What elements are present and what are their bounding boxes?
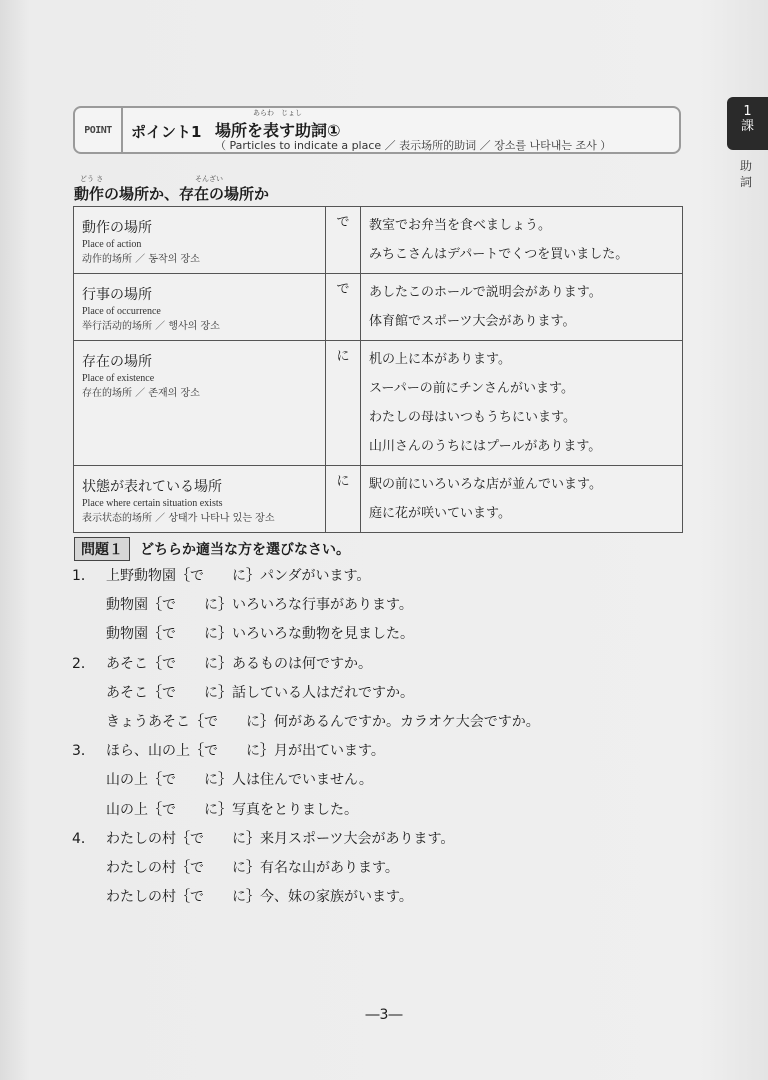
section-heading: 動作の場所か、存在の場所か [74, 185, 270, 203]
example-sentence: スーパーの前にチンさんがいます。 [369, 381, 575, 396]
chapter-tab [727, 97, 768, 150]
exercise-line-text: 山の上｛で に｝人は住んでいません。 [106, 772, 373, 789]
example-sentence: わたしの母はいつもうちにいます。 [369, 410, 576, 425]
exercise-line [72, 624, 414, 644]
exercise-line [72, 829, 454, 849]
heading-ruby-1: どう さ [80, 175, 104, 183]
exercise-line-text: わたしの村｛で に｝来月スポーツ大会があります。 [106, 830, 455, 847]
examples-cell [361, 207, 683, 274]
exercise-line-text: わたしの村｛で に｝今、妹の家族がいます。 [106, 889, 413, 906]
place-type-cn-kr: 举行活动的场所 ／ 행사의 장소 [82, 321, 220, 332]
point-number: ポイント1 [131, 123, 202, 141]
exercise-line [72, 770, 373, 790]
exercise-line-number: 2． [72, 655, 95, 672]
place-type-cell [74, 341, 326, 466]
place-type-cn-kr: 表示状态的场所 ／ 상태가 나타나 있는 장소 [82, 513, 275, 524]
example-sentence: 教室でお弁当を食べましょう。 [369, 218, 552, 233]
table-row [74, 207, 683, 274]
place-type-en: Place of occurrence [82, 306, 161, 317]
exercise-line [72, 566, 370, 586]
chapter-side-label: 助詞 [739, 159, 752, 189]
place-type-cell [74, 274, 326, 341]
particle-cell: に [326, 466, 361, 533]
exercise-line [72, 683, 414, 703]
exercise-line-text: ほら、山の上｛で に｝月が出ています。 [106, 743, 385, 760]
table-row [74, 341, 683, 466]
exercise-line-text: あそこ｛で に｝話している人はだれですか。 [106, 684, 414, 701]
examples-cell [361, 341, 683, 466]
place-type-cn-kr: 动作的场所 ／ 동작의 장소 [82, 254, 200, 265]
examples-cell [361, 466, 683, 533]
exercise-line-text: わたしの村｛で に｝有名な山があります。 [106, 860, 399, 876]
point-title: 場所を表す助詞① [215, 121, 341, 140]
place-type-cell [74, 207, 326, 274]
point-header [73, 106, 681, 154]
example-sentence: 駅の前にいろいろな店が並んでいます。 [369, 477, 602, 492]
exercise-badge: 問題１ [74, 537, 130, 561]
exercise-line [72, 887, 413, 907]
example-sentence: 庭に花が咲いています。 [369, 506, 511, 521]
place-type-en: Place where certain situation exists [82, 498, 223, 509]
table-row [74, 274, 683, 341]
place-type-cn-kr: 存在的场所 ／ 존재의 장소 [82, 388, 200, 399]
exercise-instruction: どちらか適当な方を選びなさい。 [140, 542, 350, 558]
example-sentence: 山川さんのうちにはプールがあります。 [369, 439, 602, 454]
exercise-line [72, 712, 540, 732]
exercise-line-number: 3． [72, 743, 95, 760]
page-number: ―3― [365, 1007, 403, 1023]
place-type-ja: 動作の場所 [82, 220, 152, 236]
exercise-header [74, 537, 350, 561]
place-type-cell [74, 466, 326, 533]
particle-table [73, 206, 683, 533]
exercise-line-text: きょうあそこ｛で に｝何があるんですか。カラオケ大会ですか。 [106, 714, 540, 730]
exercise-line-number: 4． [72, 830, 95, 847]
examples-cell [361, 274, 683, 341]
example-sentence: みちこさんはデパートでくつを買いました。 [369, 247, 629, 262]
place-type-ja: 状態が表れている場所 [82, 479, 222, 495]
exercise-line [72, 741, 385, 761]
exercise-line [72, 654, 372, 674]
chapter-tab-number: 1 [743, 104, 752, 119]
point-subtitle: （ Particles to indicate a place ／ 表示场所的助词 ／ 장소를 나타내는 조사 ） [215, 139, 612, 152]
exercise-line-number: 1． [72, 568, 95, 584]
exercise-line [72, 800, 358, 820]
exercise-line-text: あそこ｛で に｝あるものは何ですか。 [106, 655, 372, 672]
example-sentence: 机の上に本があります。 [369, 352, 511, 367]
point-badge: POINT [75, 108, 123, 152]
exercise-line-text: 動物園｛で に｝いろいろな行事があります。 [106, 597, 413, 614]
point-title-ruby: あらわ じょし [253, 109, 302, 117]
exercise-line-text: 上野動物園｛で に｝パンダがいます。 [106, 568, 371, 584]
particle-cell: で [326, 274, 361, 341]
place-type-en: Place of existence [82, 373, 155, 384]
exercise-line-text: 動物園｛で に｝いろいろな動物を見ました。 [106, 626, 414, 643]
place-type-en: Place of action [82, 239, 142, 250]
place-type-ja: 行事の場所 [82, 287, 152, 303]
heading-ruby-2: そんざい [195, 175, 223, 183]
place-type-ja: 存在の場所 [82, 354, 152, 370]
example-sentence: 体育館でスポーツ大会があります。 [369, 314, 576, 329]
table-row [74, 466, 683, 533]
particle-cell: で [326, 207, 361, 274]
particle-cell: に [326, 341, 361, 466]
chapter-tab-kanji: 課 [740, 119, 754, 134]
exercise-line [72, 858, 399, 878]
example-sentence: あしたこのホールで説明会があります。 [369, 285, 602, 300]
exercise-line [72, 595, 413, 615]
exercise-line-text: 山の上｛で に｝写真をとりました。 [106, 801, 358, 818]
